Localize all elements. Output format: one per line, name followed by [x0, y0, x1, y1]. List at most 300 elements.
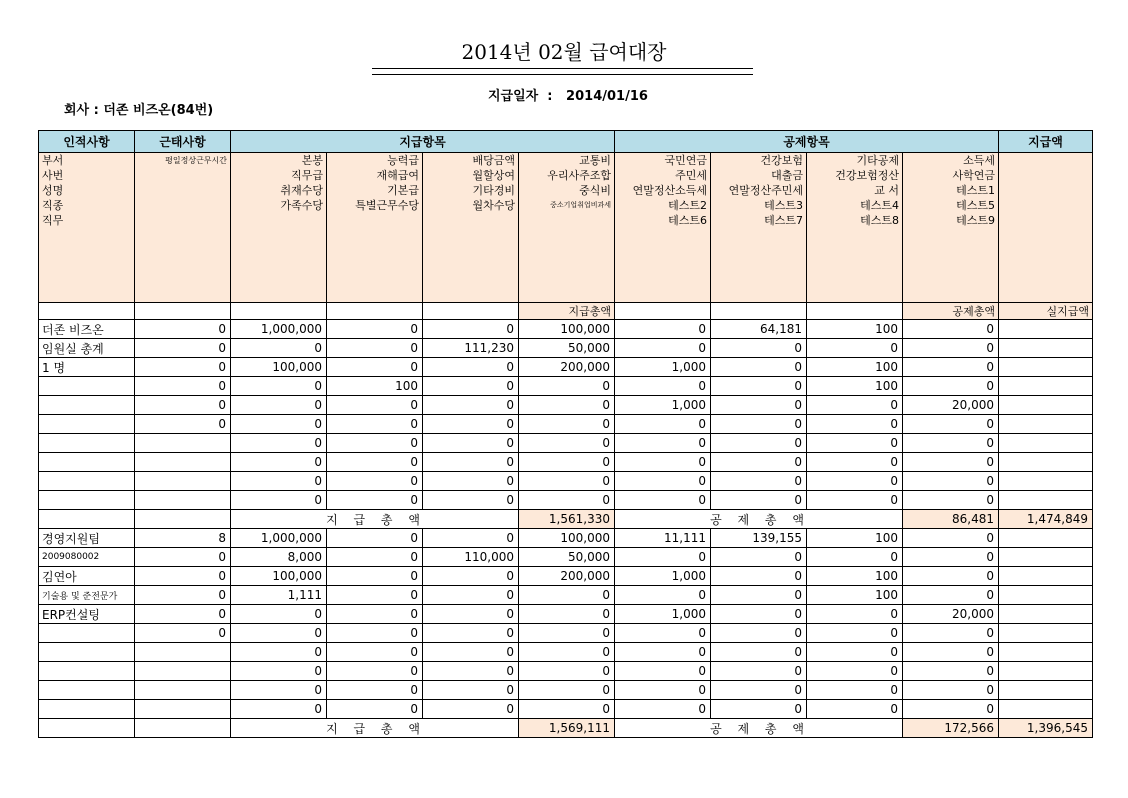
table-cell — [135, 681, 231, 700]
header-personnel: 인적사항 — [39, 131, 135, 153]
table-cell — [999, 320, 1093, 339]
table-cell — [999, 586, 1093, 605]
pay-date: 지급일자 : 2014/01/16 — [488, 89, 648, 104]
label-cell — [39, 273, 135, 288]
table-cell: 20,000 — [903, 605, 999, 624]
table-cell: 1,000,000 — [231, 529, 327, 548]
table-cell — [39, 700, 135, 719]
table-cell — [39, 396, 135, 415]
table-cell: 0 — [231, 624, 327, 643]
label-cell — [231, 273, 327, 288]
deduction-total-label: 공제총액 — [903, 303, 999, 320]
table-cell: 0 — [327, 681, 423, 700]
title-underline-second — [372, 74, 753, 75]
label-cell — [615, 243, 711, 258]
label-cell — [615, 228, 711, 243]
table-cell — [999, 662, 1093, 681]
table-cell: 0 — [423, 358, 519, 377]
table-cell: 0 — [903, 453, 999, 472]
label-cell: 연말정산주민세 — [711, 183, 807, 198]
table-cell — [999, 358, 1093, 377]
table-cell: 0 — [711, 358, 807, 377]
label-cell — [999, 168, 1093, 183]
label-cell: 테스트5 — [903, 198, 999, 213]
table-cell: 0 — [711, 453, 807, 472]
label-cell — [999, 183, 1093, 198]
table-cell — [39, 643, 135, 662]
table-cell: 50,000 — [519, 548, 615, 567]
table-cell: 0 — [807, 681, 903, 700]
table-cell: 0 — [615, 377, 711, 396]
table-cell: 0 — [135, 396, 231, 415]
table-cell: 0 — [135, 320, 231, 339]
label-cell — [423, 258, 519, 273]
table-cell: 0 — [135, 415, 231, 434]
label-cell — [903, 288, 999, 303]
pay-sum-label: 지 급 총 액 — [231, 510, 519, 529]
payroll-ledger-table — [38, 130, 1093, 738]
table-row — [39, 624, 1093, 643]
table-cell: 0 — [231, 415, 327, 434]
pay-sum-value: 1,561,330 — [519, 510, 615, 529]
label-cell — [231, 243, 327, 258]
label-row — [39, 153, 1093, 168]
label-cell: 배당금액 — [423, 153, 519, 168]
table-cell: 0 — [519, 415, 615, 434]
label-cell — [999, 153, 1093, 168]
label-cell: 사학연금 — [903, 168, 999, 183]
table-cell: 0 — [711, 434, 807, 453]
table-cell: 0 — [327, 358, 423, 377]
table-cell: 111,230 — [423, 339, 519, 358]
table-cell: 0 — [327, 320, 423, 339]
header-row — [39, 131, 1093, 153]
table-cell — [999, 567, 1093, 586]
table-cell: 8 — [135, 529, 231, 548]
pay-sum-value: 1,569,111 — [519, 719, 615, 738]
table-cell: 0 — [807, 643, 903, 662]
table-row — [39, 434, 1093, 453]
label-cell — [615, 258, 711, 273]
table-cell: 임원실 총계 — [39, 339, 135, 358]
table-cell: 0 — [711, 586, 807, 605]
table-cell — [39, 434, 135, 453]
label-cell: 테스트4 — [807, 198, 903, 213]
table-cell: 0 — [519, 624, 615, 643]
table-row — [39, 605, 1093, 624]
table-cell: 0 — [519, 700, 615, 719]
label-row-empty — [39, 273, 1093, 288]
table-cell — [999, 700, 1093, 719]
table-cell: 0 — [327, 700, 423, 719]
label-cell — [327, 228, 423, 243]
table-cell: 0 — [519, 434, 615, 453]
table-cell: 0 — [423, 662, 519, 681]
table-cell: 0 — [135, 358, 231, 377]
table-cell: 64,181 — [711, 320, 807, 339]
table-cell: 0 — [519, 377, 615, 396]
label-row-empty — [39, 258, 1093, 273]
table-cell: 0 — [327, 415, 423, 434]
label-cell — [711, 288, 807, 303]
deduction-sum-value: 86,481 — [903, 510, 999, 529]
table-cell: 0 — [615, 700, 711, 719]
table-cell: 0 — [615, 434, 711, 453]
table-cell — [135, 491, 231, 510]
table-cell — [135, 472, 231, 491]
table-cell: 0 — [135, 567, 231, 586]
table-cell — [39, 472, 135, 491]
label-cell — [519, 243, 615, 258]
label-cell — [39, 258, 135, 273]
table-cell: 0 — [711, 681, 807, 700]
label-cell — [231, 213, 327, 228]
table-cell: 0 — [615, 491, 711, 510]
table-row — [39, 567, 1093, 586]
table-cell: 0 — [519, 662, 615, 681]
table-cell: 0 — [807, 339, 903, 358]
label-cell — [807, 273, 903, 288]
table-cell: 0 — [423, 320, 519, 339]
table-cell: 0 — [231, 605, 327, 624]
table-cell: 1,000 — [615, 396, 711, 415]
label-cell — [135, 213, 231, 228]
table-cell: 100 — [807, 529, 903, 548]
table-row — [39, 358, 1093, 377]
table-row — [39, 491, 1093, 510]
label-cell: 교 서 — [807, 183, 903, 198]
table-cell: 0 — [231, 453, 327, 472]
table-cell: 0 — [615, 624, 711, 643]
table-row — [39, 662, 1093, 681]
table-cell: 0 — [903, 548, 999, 567]
deduction-sum-value: 172,566 — [903, 719, 999, 738]
table-cell: 0 — [327, 548, 423, 567]
table-cell: 0 — [423, 529, 519, 548]
table-row — [39, 700, 1093, 719]
label-cell — [327, 288, 423, 303]
table-cell: 0 — [519, 396, 615, 415]
label-cell — [807, 243, 903, 258]
table-cell: 0 — [231, 643, 327, 662]
label-cell — [615, 273, 711, 288]
label-cell — [711, 258, 807, 273]
table-cell — [39, 453, 135, 472]
table-cell: 0 — [327, 586, 423, 605]
header-net: 지급액 — [999, 131, 1093, 153]
table-cell — [999, 624, 1093, 643]
label-cell: 본봉 — [231, 153, 327, 168]
label-cell: 테스트1 — [903, 183, 999, 198]
totals-label-cell — [711, 303, 807, 320]
table-row — [39, 529, 1093, 548]
table-cell: 0 — [423, 624, 519, 643]
table-cell — [999, 377, 1093, 396]
table-cell: 0 — [519, 681, 615, 700]
label-cell: 테스트9 — [903, 213, 999, 228]
table-cell: 0 — [423, 681, 519, 700]
deduction-sum-label: 공 제 총 액 — [615, 719, 903, 738]
label-cell — [231, 228, 327, 243]
table-cell: 0 — [231, 662, 327, 681]
table-cell: 100,000 — [519, 320, 615, 339]
table-cell — [135, 453, 231, 472]
label-cell — [807, 258, 903, 273]
sum-cell — [135, 719, 231, 738]
table-cell: 0 — [807, 624, 903, 643]
table-cell: 0 — [327, 472, 423, 491]
table-cell: 0 — [807, 453, 903, 472]
table-row — [39, 643, 1093, 662]
group-sum-row — [39, 510, 1093, 529]
header-deduction: 공제항목 — [615, 131, 999, 153]
label-cell: 평일정상근무시간 — [135, 153, 231, 168]
table-cell: 0 — [903, 700, 999, 719]
table-cell: 0 — [903, 624, 999, 643]
table-cell — [999, 339, 1093, 358]
label-cell: 직무급 — [231, 168, 327, 183]
label-cell — [519, 288, 615, 303]
label-cell — [423, 273, 519, 288]
table-cell — [39, 681, 135, 700]
label-cell — [519, 273, 615, 288]
label-cell: 재해급여 — [327, 168, 423, 183]
table-cell: 0 — [519, 472, 615, 491]
table-cell: 0 — [711, 396, 807, 415]
table-cell: 0 — [327, 339, 423, 358]
table-cell: 0 — [711, 548, 807, 567]
label-cell: 우리사주조합 — [519, 168, 615, 183]
table-cell: 0 — [807, 396, 903, 415]
label-cell — [519, 228, 615, 243]
table-cell: 0 — [615, 472, 711, 491]
table-cell — [999, 605, 1093, 624]
table-cell — [999, 472, 1093, 491]
label-cell: 월할상여 — [423, 168, 519, 183]
table-cell: 0 — [711, 339, 807, 358]
table-cell: 0 — [807, 605, 903, 624]
table-cell: 기술용 및 준전문가 — [39, 586, 135, 605]
table-cell: 11,111 — [615, 529, 711, 548]
net-sum-value: 1,396,545 — [999, 719, 1093, 738]
table-cell: 0 — [903, 377, 999, 396]
label-cell: 건강보험정산 — [807, 168, 903, 183]
label-cell: 사번 — [39, 168, 135, 183]
label-cell — [327, 243, 423, 258]
table-cell: 0 — [231, 472, 327, 491]
label-cell: 부서 — [39, 153, 135, 168]
table-cell: 0 — [231, 377, 327, 396]
label-cell — [711, 273, 807, 288]
label-cell: 교통비 — [519, 153, 615, 168]
label-cell: 국민연금 — [615, 153, 711, 168]
label-cell — [903, 273, 999, 288]
table-cell: 0 — [135, 339, 231, 358]
table-cell: 0 — [423, 567, 519, 586]
label-cell — [231, 288, 327, 303]
label-cell — [135, 258, 231, 273]
totals-label-cell — [231, 303, 327, 320]
table-cell — [39, 415, 135, 434]
label-cell: 테스트7 — [711, 213, 807, 228]
label-cell: 테스트2 — [615, 198, 711, 213]
table-cell: 0 — [231, 700, 327, 719]
totals-label-cell — [135, 303, 231, 320]
table-cell: 0 — [231, 434, 327, 453]
table-cell: 0 — [519, 605, 615, 624]
table-cell: 0 — [903, 320, 999, 339]
table-cell: 0 — [903, 643, 999, 662]
label-cell: 기타공제 — [807, 153, 903, 168]
label-cell: 직종 — [39, 198, 135, 213]
label-cell — [39, 288, 135, 303]
table-cell: 20,000 — [903, 396, 999, 415]
label-cell: 기본급 — [327, 183, 423, 198]
totals-label-cell — [423, 303, 519, 320]
label-cell — [135, 273, 231, 288]
table-row — [39, 472, 1093, 491]
table-cell: 0 — [231, 339, 327, 358]
table-cell: 0 — [903, 662, 999, 681]
table-cell: 0 — [903, 358, 999, 377]
label-cell — [423, 213, 519, 228]
sum-cell — [39, 719, 135, 738]
table-cell: 0 — [807, 700, 903, 719]
label-cell — [711, 228, 807, 243]
label-cell: 성명 — [39, 183, 135, 198]
label-cell — [999, 243, 1093, 258]
table-cell: 0 — [711, 377, 807, 396]
label-cell: 연말정산소득세 — [615, 183, 711, 198]
table-cell — [999, 396, 1093, 415]
table-cell — [999, 681, 1093, 700]
table-cell: 0 — [327, 529, 423, 548]
table-cell: 0 — [807, 491, 903, 510]
table-cell — [135, 434, 231, 453]
table-cell: 1,000 — [615, 567, 711, 586]
label-cell — [999, 273, 1093, 288]
table-cell: 100 — [807, 377, 903, 396]
table-cell: 50,000 — [519, 339, 615, 358]
table-cell: 0 — [903, 472, 999, 491]
table-cell — [39, 377, 135, 396]
table-cell: 100 — [807, 567, 903, 586]
table-cell: 0 — [711, 662, 807, 681]
table-cell — [135, 662, 231, 681]
net-sum-value: 1,474,849 — [999, 510, 1093, 529]
table-cell: 0 — [423, 453, 519, 472]
table-cell: 0 — [615, 643, 711, 662]
label-cell — [519, 213, 615, 228]
label-cell — [423, 228, 519, 243]
table-cell: 0 — [519, 453, 615, 472]
table-cell: 0 — [423, 491, 519, 510]
label-cell — [423, 243, 519, 258]
table-cell: 0 — [327, 396, 423, 415]
label-cell — [903, 228, 999, 243]
label-cell — [135, 243, 231, 258]
table-cell: 0 — [711, 415, 807, 434]
group-sum-row — [39, 719, 1093, 738]
table-cell: 0 — [807, 548, 903, 567]
table-cell: 0 — [807, 434, 903, 453]
label-row-empty — [39, 243, 1093, 258]
label-cell — [135, 228, 231, 243]
label-cell — [135, 183, 231, 198]
label-cell: 중식비 — [519, 183, 615, 198]
totals-label-cell — [807, 303, 903, 320]
table-cell: 100 — [807, 586, 903, 605]
table-cell: ERP컨설팅 — [39, 605, 135, 624]
table-cell: 0 — [711, 472, 807, 491]
table-cell: 경영지원팀 — [39, 529, 135, 548]
table-row — [39, 548, 1093, 567]
table-cell: 0 — [903, 491, 999, 510]
table-cell: 0 — [711, 605, 807, 624]
table-cell: 0 — [327, 453, 423, 472]
table-cell: 0 — [135, 548, 231, 567]
table-cell: 0 — [135, 605, 231, 624]
company-name: 회사 : 더존 비즈온(84번) — [64, 103, 214, 118]
table-cell: 2009080002 — [39, 548, 135, 567]
label-cell — [327, 258, 423, 273]
label-row — [39, 183, 1093, 198]
table-cell — [999, 415, 1093, 434]
table-cell: 0 — [615, 453, 711, 472]
label-cell — [135, 168, 231, 183]
deduction-sum-label: 공 제 총 액 — [615, 510, 903, 529]
table-cell: 100 — [807, 358, 903, 377]
table-cell: 100,000 — [231, 567, 327, 586]
table-cell: 0 — [615, 662, 711, 681]
label-cell: 직무 — [39, 213, 135, 228]
table-cell: 0 — [807, 415, 903, 434]
label-cell — [999, 258, 1093, 273]
label-cell — [999, 228, 1093, 243]
net-total-label: 실지급액 — [999, 303, 1093, 320]
label-cell: 테스트6 — [615, 213, 711, 228]
table-cell: 0 — [807, 472, 903, 491]
label-cell: 월차수당 — [423, 198, 519, 213]
table-cell: 0 — [615, 320, 711, 339]
table-cell: 0 — [423, 434, 519, 453]
table-cell: 0 — [327, 605, 423, 624]
label-cell: 기타경비 — [423, 183, 519, 198]
label-cell — [327, 213, 423, 228]
label-cell — [519, 258, 615, 273]
label-cell — [327, 273, 423, 288]
label-cell — [903, 258, 999, 273]
totals-label-row — [39, 303, 1093, 320]
table-cell — [39, 662, 135, 681]
table-cell — [39, 624, 135, 643]
label-cell — [39, 228, 135, 243]
table-cell: 0 — [231, 396, 327, 415]
table-cell: 0 — [327, 624, 423, 643]
table-cell: 0 — [327, 567, 423, 586]
page-title: 2014년 02월 급여대장 — [461, 40, 667, 64]
pay-total-label: 지급총액 — [519, 303, 615, 320]
label-cell: 테스트8 — [807, 213, 903, 228]
label-row-empty — [39, 228, 1093, 243]
table-cell: 0 — [903, 339, 999, 358]
label-cell — [903, 243, 999, 258]
table-cell: 0 — [327, 643, 423, 662]
table-cell — [39, 491, 135, 510]
table-cell: 0 — [615, 339, 711, 358]
table-cell: 200,000 — [519, 567, 615, 586]
label-cell: 건강보험 — [711, 153, 807, 168]
